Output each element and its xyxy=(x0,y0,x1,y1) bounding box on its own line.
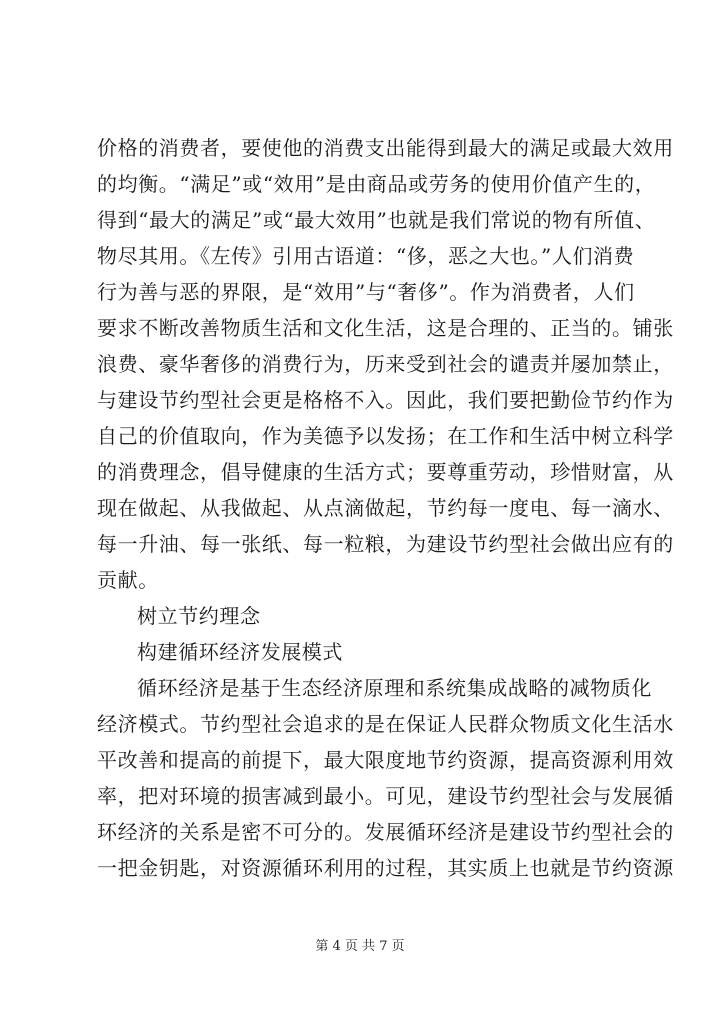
text-line: 自己的价值取向，作为美德予以发扬；在工作和生活中树立科学 xyxy=(97,424,674,448)
section-heading: 树立节约理念 xyxy=(137,604,261,628)
text-line: 贡献。 xyxy=(97,568,159,592)
text-line: 的消费理念，倡导健康的生活方式；要尊重劳动，珍惜财富，从 xyxy=(97,460,674,484)
text-line: 一把金钥匙，对资源循环利用的过程，其实质上也就是节约资源 xyxy=(97,856,674,880)
text-line: 得到“最大的满足”或“最大效用”也就是我们常说的物有所值、 xyxy=(97,208,656,232)
text-line: 率，把对环境的损害减到最小。可见，建设节约型社会与发展循 xyxy=(97,784,674,808)
paragraph-first-line: 循环经济是基于生态经济原理和系统集成战略的减物质化 xyxy=(137,676,652,700)
text-line: 浪费、豪华奢侈的消费行为，历来受到社会的谴责并屡加禁止， xyxy=(97,352,674,376)
text-line: 现在做起、从我做起、从点滴做起，节约每一度电、每一滴水、 xyxy=(97,496,674,520)
text-line: 的均衡。“满足”或“效用”是由商品或劳务的使用价值产生的， xyxy=(97,172,656,196)
text-line: 行为善与恶的界限，是“效用”与“奢侈”。作为消费者，人们 xyxy=(97,280,635,304)
text-line: 要求不断改善物质生活和文化生活，这是合理的、正当的。铺张 xyxy=(97,316,674,340)
text-line: 环经济的关系是密不可分的。发展循环经济是建设节约型社会的 xyxy=(97,820,674,844)
text-line: 平改善和提高的前提下，最大限度地节约资源，提高资源利用效 xyxy=(97,748,674,772)
page-number-footer: 第 4 页 共 7 页 xyxy=(315,939,405,954)
text-line: 价格的消费者，要使他的消费支出能得到最大的满足或最大效用 xyxy=(97,136,674,160)
text-line: 每一升油、每一张纸、每一粒粮，为建设节约型社会做出应有的 xyxy=(97,532,674,556)
text-line: 经济模式。节约型社会追求的是在保证人民群众物质文化生活水 xyxy=(97,712,674,736)
text-line: 与建设节约型社会更是格格不入。因此，我们要把勤俭节约作为 xyxy=(97,388,674,412)
section-heading: 构建循环经济发展模式 xyxy=(137,640,343,664)
text-line: 物尽其用。《左传》引用古语道：“侈，恶之大也。”人们消费 xyxy=(97,244,635,268)
